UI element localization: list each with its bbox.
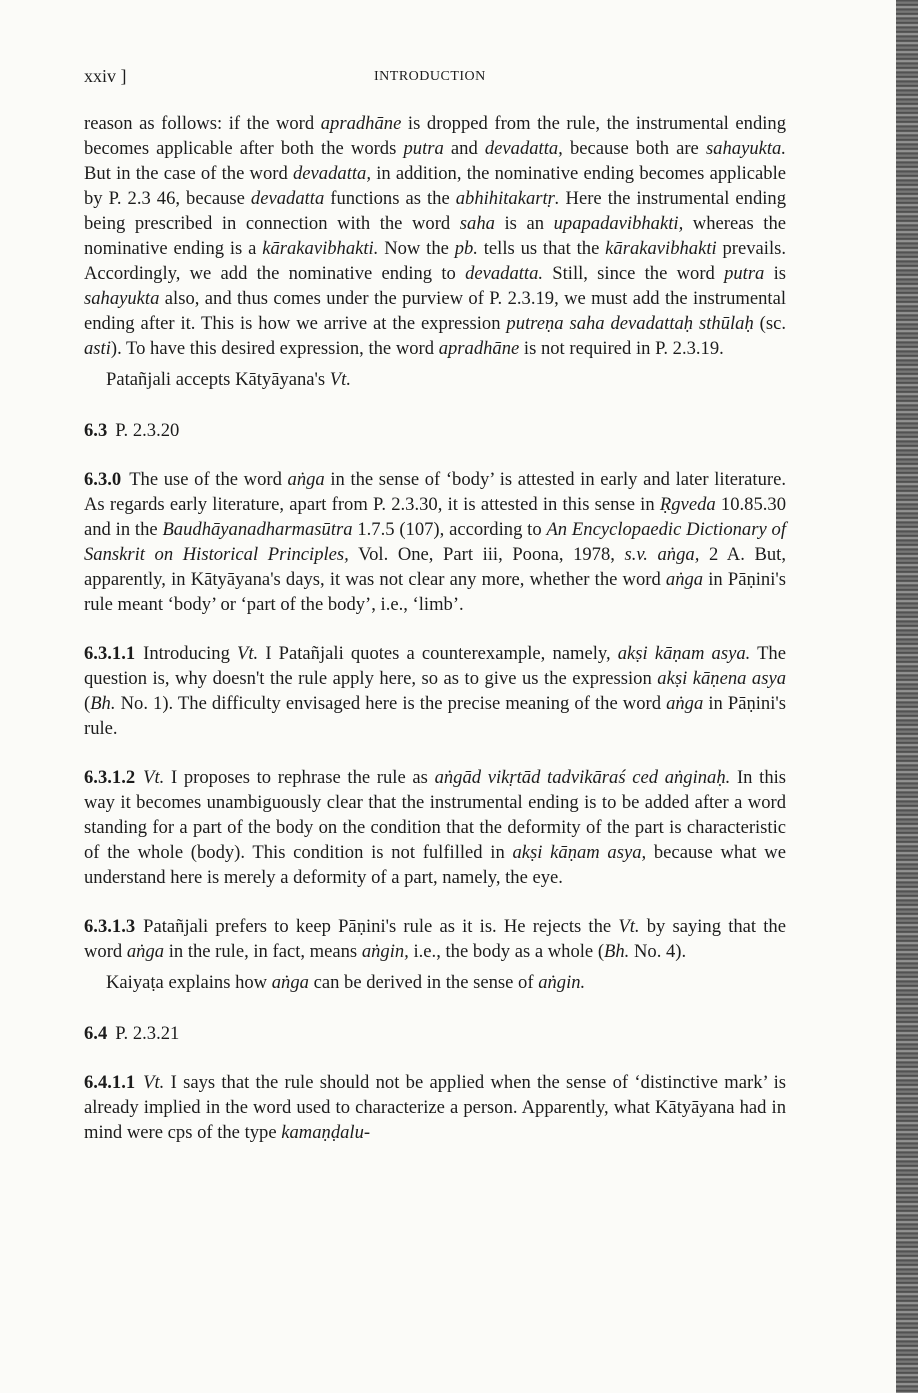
italic-term: pb. — [454, 238, 478, 259]
italic-term: Vt. — [143, 1072, 165, 1093]
text-run: (sc. — [753, 313, 786, 334]
italic-term: upapadavibhakti, — [553, 213, 684, 234]
text-run: in the rule, in fact, means — [164, 941, 362, 962]
italic-term: devadatta, — [293, 163, 371, 184]
italic-term: devadatta, — [484, 138, 563, 159]
paragraph-number: 6.3.1.1 — [84, 643, 136, 664]
text-run: can be derived in the sense of — [308, 972, 539, 993]
paragraph-6-3-1-1 — [84, 641, 786, 741]
text-run: because what we understand here is merely a deformity of a part, namely, the eye. — [84, 842, 786, 888]
section-title: P. 2.3.20 — [115, 420, 180, 441]
italic-term: aṅga — [126, 941, 165, 962]
page-number: xxiv ] — [84, 66, 127, 86]
italic-term: asti — [84, 338, 111, 359]
text-run: because both are — [562, 138, 706, 159]
paragraph-number: 6.3.0 — [84, 469, 122, 490]
text-run: But in the case of the word — [84, 163, 293, 184]
text-run: Still, since the word — [543, 263, 725, 284]
paragraph-6-3-1-3 — [84, 914, 786, 964]
italic-term: saha — [459, 213, 495, 234]
text-run: in Pāṇini's rule. — [84, 693, 786, 739]
text-run: prevails. Accordingly, we add the nominative ending to — [84, 238, 787, 284]
italic-term: kārakavibhakti — [605, 238, 717, 259]
italic-term: sahayukta. — [705, 138, 786, 159]
italic-term: aṅgin. — [538, 972, 586, 993]
italic-term: Vt. — [329, 369, 351, 390]
paragraph-6-3-1-2 — [84, 765, 786, 890]
italic-term: putra — [724, 263, 765, 284]
text-run: Vol. One, Part iii, Poona, 1978, — [348, 544, 625, 565]
italic-term: devadatta — [250, 188, 325, 209]
text-run: in Pāṇini's rule meant ‘body’ or ‘part of the body’, i.e., ‘limb’. — [84, 569, 786, 615]
text-run: is — [764, 263, 787, 284]
text-run: functions as the — [324, 188, 456, 209]
section-number: 6.3 — [84, 420, 108, 441]
italic-term: aṅgād vikṛtād tadvikāraś ced aṅginaḥ. — [434, 767, 731, 788]
running-title: INTRODUCTION — [374, 69, 486, 84]
text-run: is dropped from the rule, the instrumental ending becomes applicable after both the words — [84, 113, 786, 159]
italic-term: putreṇa saha devadattaḥ sthūlaḥ — [506, 313, 754, 334]
paragraph-text — [84, 469, 786, 615]
italic-term: aṅgin, — [361, 941, 409, 962]
text-run: is an — [494, 213, 554, 234]
paragraph-6-3-0 — [84, 467, 786, 617]
text-run: ( — [84, 693, 91, 714]
italic-term: Vt. — [618, 916, 640, 937]
italic-term: aṅga — [287, 469, 325, 490]
paragraph — [84, 111, 786, 361]
text-run: ). To have this desired expression, the word — [110, 338, 439, 359]
italic-term: Vt. — [143, 767, 165, 788]
italic-term: Bh. — [90, 693, 116, 714]
section-number: 6.4 — [84, 1023, 108, 1044]
paragraph-number: 6.3.1.3 — [84, 916, 136, 937]
italic-term: aṅga — [666, 693, 704, 714]
text-run: In this way it becomes unambiguously clear that the instrumental ending is to be added after a word standing for a part of the body on the condition that the deformity of the part is characteristic of the whole (body). This condition is not fulfilled in — [84, 767, 787, 863]
text-run: The question is, why doesn't the rule apply here, so as to give us the expression — [84, 643, 786, 689]
paragraph-number: 6.4.1.1 — [84, 1072, 136, 1093]
text-run: is not required in P. 2.3.19. — [519, 338, 724, 359]
text-run: i.e., the body as a whole ( — [408, 941, 605, 962]
italic-term: Baudhāyanadharmasūtra — [162, 519, 353, 540]
italic-term: kamaṇḍalu- — [281, 1122, 371, 1143]
paragraph-text — [84, 767, 786, 888]
text-run: 2 A. But, apparently, in Kātyāyana's days, it was not clear any more, whether the word — [84, 544, 786, 590]
text-run: in the sense of ‘body’ is attested in early and later literature. As regards early literature, apart from P. 2.3.30, it is attested in this sense in — [84, 469, 786, 515]
section-heading-6-3 — [84, 418, 786, 443]
scan-edge-shadow — [896, 0, 918, 1393]
italic-term: akṣi kāṇam asya. — [617, 643, 751, 664]
italic-term: apradhāne — [438, 338, 520, 359]
italic-term: devadatta. — [465, 263, 544, 284]
italic-term: putra — [403, 138, 444, 159]
paragraph — [84, 970, 786, 995]
text-run: and — [443, 138, 485, 159]
text-run: in addition, the nominative ending becomes applicable by P. 2.3 46, because — [84, 163, 786, 209]
text-run: also, and thus comes under the purview of P. 2.3.19, we must add the instrumental ending after it. This is how we arrive at the expression — [84, 288, 786, 334]
page-body — [84, 111, 786, 1145]
text-run: by saying that the word — [84, 916, 786, 962]
italic-term: Bh. — [604, 941, 630, 962]
text-run: No. 4). — [629, 941, 687, 962]
text-run: Introducing — [143, 643, 238, 664]
paragraph-text — [84, 916, 786, 962]
paragraph-6-4-1-1 — [84, 1070, 786, 1145]
text-run: whereas the nominative ending is a — [84, 213, 786, 259]
text-run: 10.85.30 and in the — [84, 494, 786, 540]
italic-term: aṅga — [665, 569, 704, 590]
text-run: I says that the rule should not be applied when the sense of ‘distinctive mark’ is already implied in the word used to characterize a person. Apparently, what Kātyāyana had in mind were cps of the type — [84, 1072, 786, 1143]
text-run: Patañjali accepts Kātyāyana's — [106, 369, 330, 390]
text-run: I Patañjali quotes a counterexample, namely, — [258, 643, 618, 664]
italic-term: kārakavibhakti. — [262, 238, 379, 259]
italic-term: sahayukta — [84, 288, 160, 309]
text-run: Patañjali prefers to keep Pāṇini's rule as it is. He rejects the — [143, 916, 619, 937]
text-run: The use of the word — [129, 469, 288, 490]
italic-term: abhihitakartṛ. — [455, 188, 560, 209]
italic-term: aṅga — [271, 972, 309, 993]
italic-term: s.v. aṅga, — [624, 544, 700, 565]
italic-term: Ṛgveda — [659, 494, 716, 515]
paragraph — [84, 367, 786, 392]
text-run: 1.7.5 (107), according to — [352, 519, 547, 540]
paragraph-text — [84, 643, 786, 739]
text-run: tells us that the — [477, 238, 606, 259]
italic-term: akṣi kāṇam asya, — [512, 842, 647, 863]
italic-term: apradhāne — [320, 113, 402, 134]
paragraph-number: 6.3.1.2 — [84, 767, 136, 788]
italic-term: Vt. — [237, 643, 259, 664]
text-run: Here the instrumental ending being prescribed in connection with the word — [84, 188, 786, 234]
section-heading-6-4 — [84, 1021, 786, 1046]
text-run: No. 1). The difficulty envisaged here is the precise meaning of the word — [115, 693, 667, 714]
page-header — [84, 66, 786, 92]
paragraph-text — [84, 1072, 786, 1143]
italic-term: An Encyclopaedic Dictionary of Sanskrit on Historical Principles, — [84, 519, 786, 565]
text-run: Now the — [378, 238, 455, 259]
text-run: I proposes to rephrase the rule as — [164, 767, 435, 788]
text-run: Kaiyaṭa explains how — [106, 972, 272, 993]
section-title: P. 2.3.21 — [115, 1023, 180, 1044]
italic-term: akṣi kāṇena asya — [657, 668, 787, 689]
text-run: reason as follows: if the word — [84, 113, 321, 134]
